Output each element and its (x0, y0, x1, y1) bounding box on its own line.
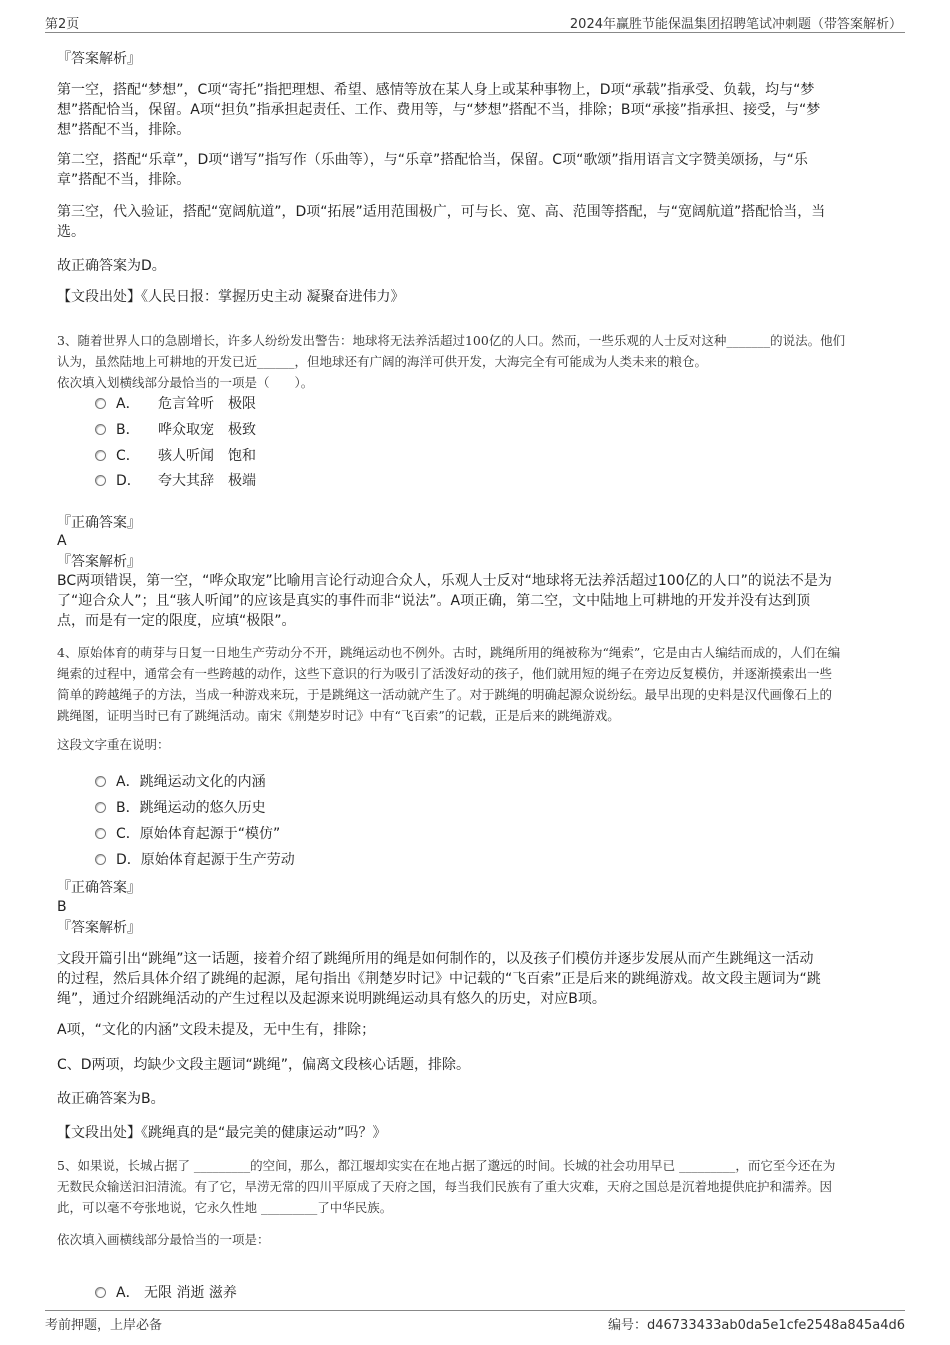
radio-icon[interactable] (95, 802, 106, 813)
q2-analysis-para-2: 第二空，搭配“乐章”，D项“谱写”指写作（乐曲等），与“乐章”搭配恰当，保留。C项“歌颂”指用语言文字赞美颂扬，与“乐 章”搭配不当，排除。 (57, 152, 808, 188)
q4-source: 【文段出处】《跳绳真的是“最完美的健康运动”吗？》 (57, 1125, 387, 1141)
q3-answer: A (57, 533, 67, 549)
footer-rule (45, 1310, 905, 1311)
radio-icon[interactable] (95, 424, 106, 435)
q2-conclusion: 故正确答案为D。 (57, 258, 166, 274)
q3-option-c[interactable]: C． 骇人听闻 饱和 (95, 447, 256, 465)
q2-analysis-para-3: 第三空，代入验证，搭配“宽阔航道”，D项“拓展”适用范围极广，可与长、宽、高、范围等搭配，与“宽阔航道”搭配恰当，当 选。 (57, 204, 826, 240)
q4-option-a[interactable]: A．跳绳运动文化的内涵 (95, 773, 266, 791)
q3-analysis: BC两项错误，第一空，“哗众取宠”比喻用言论行动迎合众人，乐观人士反对“地球将无法养活超过100亿的人口”的说法不是为 了“迎合众人”；且“骇人听闻”的应该是真实的事件而非“说法”。A项正确，第二空，文中陆地上可耕地的开发并没有达到顶 点，而是有一定的限度，应填“极限”。 (57, 573, 832, 629)
header-rule (45, 32, 905, 33)
q4-analysis-para-3: C、D两项，均缺少文段主题词“跳绳”，偏离文段核心话题，排除。 (57, 1057, 471, 1073)
q5-option-a[interactable]: A． 无限 消逝 滋养 (95, 1284, 237, 1302)
q3-answer-label: 『正确答案』 (57, 515, 141, 531)
radio-icon[interactable] (95, 398, 106, 409)
q4-answer: B (57, 899, 67, 915)
radio-icon[interactable] (95, 450, 106, 461)
q4-option-d[interactable]: D．原始体育起源于生产劳动 (95, 851, 295, 869)
footer-slogan: 考前押题，上岸必备 (45, 1318, 163, 1333)
q4-prompt: 这段文字重在说明： (57, 737, 170, 752)
q4-analysis-para-2: A项，“文化的内涵”文段未提及，无中生有，排除； (57, 1022, 376, 1038)
radio-icon[interactable] (95, 854, 106, 865)
radio-icon[interactable] (95, 475, 106, 486)
q2-source: 【文段出处】《人民日报：掌握历史主动 凝聚奋进伟力》 (57, 289, 405, 305)
q4-option-b[interactable]: B．跳绳运动的悠久历史 (95, 799, 266, 817)
q3-option-a[interactable]: A． 危言耸听 极限 (95, 395, 256, 413)
q3-option-b[interactable]: B． 哗众取宠 极致 (95, 421, 256, 439)
radio-icon[interactable] (95, 1287, 106, 1298)
q5-prompt: 依次填入画横线部分最恰当的一项是： (57, 1232, 270, 1247)
q3-stem: 3、随着世界人口的急剧增长，许多人纷纷发出警告：地球将无法养活超过100亿的人口。然而，一些乐观的人士反对这种_______的说法。他们 认为，虽然陆地上可耕地的开发已近______，但地球还有广阔的海洋可供开发，大海完全有可能成为人类未来的粮仓。 依次填入划横线部分最恰当的一项是（ ）。 (57, 333, 846, 390)
q3-option-d[interactable]: D． 夸大其辞 极端 (95, 472, 256, 490)
q4-option-c[interactable]: C．原始体育起源于“模仿” (95, 825, 280, 843)
radio-icon[interactable] (95, 828, 106, 839)
radio-icon[interactable] (95, 776, 106, 787)
q2-analysis-para-1: 第一空，搭配“梦想”，C项“寄托”指把理想、希望、感情等放在某人身上或某种事物上，D项“承载”指承受、负载，均与“梦 想”搭配恰当，保留。A项“担负”指承担起责任、工作、费用等，与“梦想”搭配不当，排除；B项“承接”指承担、接受，与“梦 想”搭配不当，排除。 (57, 82, 821, 138)
q2-analysis-label: 『答案解析』 (57, 51, 141, 67)
document-id: 编号：d46733433ab0da5e1cfe2548a845a4d6 (607, 1318, 905, 1333)
q5-stem: 5、如果说，长城占据了 _________的空间，那么，都江堰却实实在在地占据了邈远的时间。长城的社会功用早已 _________，而它至今还在为 无数民众输送汩汩清流。有了它，旱涝无常的四川平原成了天府之国，每当我们民族有了重大灾难，天府之国总是沉着地提供庇护和濡养。因 此，可以毫不夸张地说，它永久性地 _________了中华民族。 (57, 1158, 836, 1215)
q4-stem: 4、原始体育的萌芽与日复一日地生产劳动分不开，跳绳运动也不例外。古时，跳绳所用的绳被称为“绳索”，它是由古人编结而成的，人们在编 绳索的过程中，通常会有一些跨越的动作，这些下意识的行为吸引了活泼好动的孩子，他们就用短的绳子在旁边反复模仿，并逐渐摸索出一些 简单的跨越绳子的方法，当成一种游戏来玩，于是跳绳这一活动就产生了。对于跳绳的明确起源众说纷纭。最早出现的史料是汉代画像石上的 跳绳图，证明当时已有了跳绳活动。南宋《荆楚岁时记》中有“飞百索”的记载，正是后来的跳绳游戏。 (57, 645, 841, 723)
q4-analysis-para-1: 文段开篇引出“跳绳”这一话题，接着介绍了跳绳所用的绳是如何制作的，以及孩子们模仿并逐步发展从而产生跳绳这一活动 的过程，然后具体介绍了跳绳的起源，尾句指出《荆楚岁时记》中记载的“飞百索”正是后来的跳绳游戏。故文段主题词为“跳 绳”，通过介绍跳绳活动的产生过程以及起源来说明跳绳运动具有悠久的历史，对应B项。 (57, 951, 821, 1007)
page-number: 第2页 (45, 17, 80, 32)
q3-analysis-label: 『答案解析』 (57, 554, 141, 570)
q4-answer-label: 『正确答案』 (57, 880, 141, 896)
q4-conclusion: 故正确答案为B。 (57, 1091, 165, 1107)
q4-analysis-label: 『答案解析』 (57, 920, 141, 936)
document-title: 2024年赢胜节能保温集团招聘笔试冲刺题（带答案解析） (569, 17, 902, 32)
